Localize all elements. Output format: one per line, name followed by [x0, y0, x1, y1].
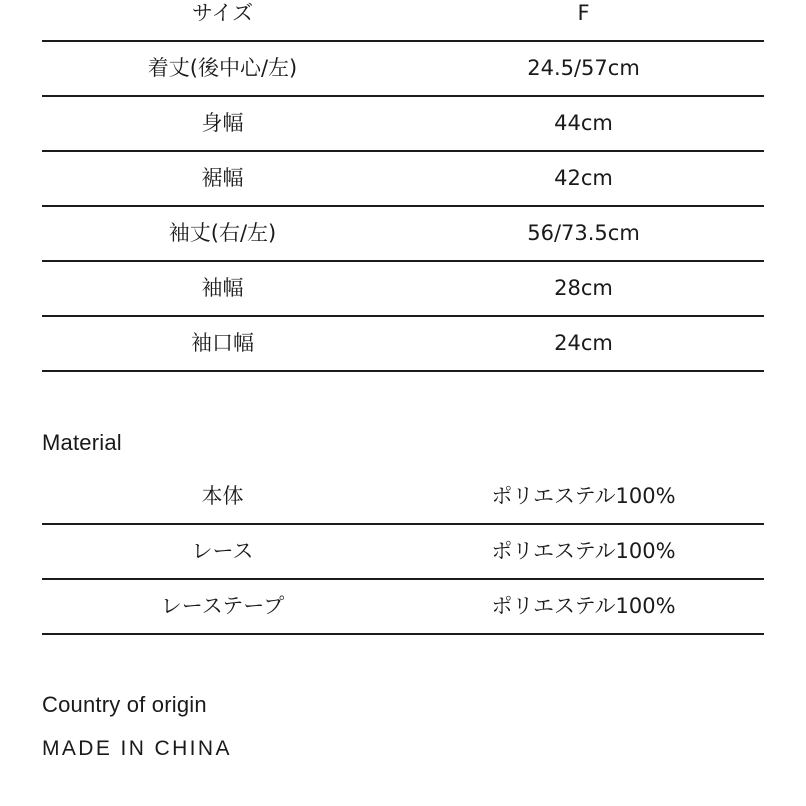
- material-title: Material: [42, 430, 122, 455]
- material-table: [42, 470, 764, 635]
- material-row-value: ポリエステル100%: [491, 539, 676, 563]
- size-row-value: 28cm: [554, 276, 613, 300]
- size-row-cuff-width: [42, 317, 764, 372]
- material-row-label: レース: [191, 539, 254, 563]
- size-row-length: [42, 42, 764, 97]
- size-label: サイズ: [191, 0, 254, 25]
- size-row-sleeve-length: [42, 207, 764, 262]
- material-row-body: [42, 470, 764, 525]
- country-of-origin-value: MADE IN CHINA: [42, 737, 232, 760]
- size-value: F: [577, 0, 590, 25]
- material-row-value: ポリエステル100%: [491, 484, 676, 508]
- material-row-lace: [42, 525, 764, 580]
- size-row-label: 裾幅: [201, 166, 244, 190]
- size-row-label: 袖幅: [201, 276, 244, 300]
- size-row-hem-width: [42, 152, 764, 207]
- material-row-lace-tape: [42, 580, 764, 635]
- size-row-label: 袖口幅: [191, 331, 254, 355]
- size-row-value: 56/73.5cm: [527, 221, 640, 245]
- size-row-value: 42cm: [554, 166, 613, 190]
- size-row-label: 着丈(後中心/左): [147, 56, 298, 80]
- size-row-value: 24cm: [554, 331, 613, 355]
- size-table: [42, 0, 764, 372]
- material-row-label: 本体: [201, 484, 244, 508]
- size-row-value: 24.5/57cm: [527, 56, 640, 80]
- size-row-body-width: [42, 97, 764, 152]
- material-row-label: レーステープ: [160, 594, 285, 618]
- size-table-header-row: [42, 0, 764, 42]
- size-row-value: 44cm: [554, 111, 613, 135]
- material-row-value: ポリエステル100%: [491, 594, 676, 618]
- size-row-sleeve-width: [42, 262, 764, 317]
- size-row-label: 身幅: [201, 111, 244, 135]
- size-row-label: 袖丈(右/左): [168, 221, 277, 245]
- country-of-origin-title: Country of origin: [42, 692, 207, 717]
